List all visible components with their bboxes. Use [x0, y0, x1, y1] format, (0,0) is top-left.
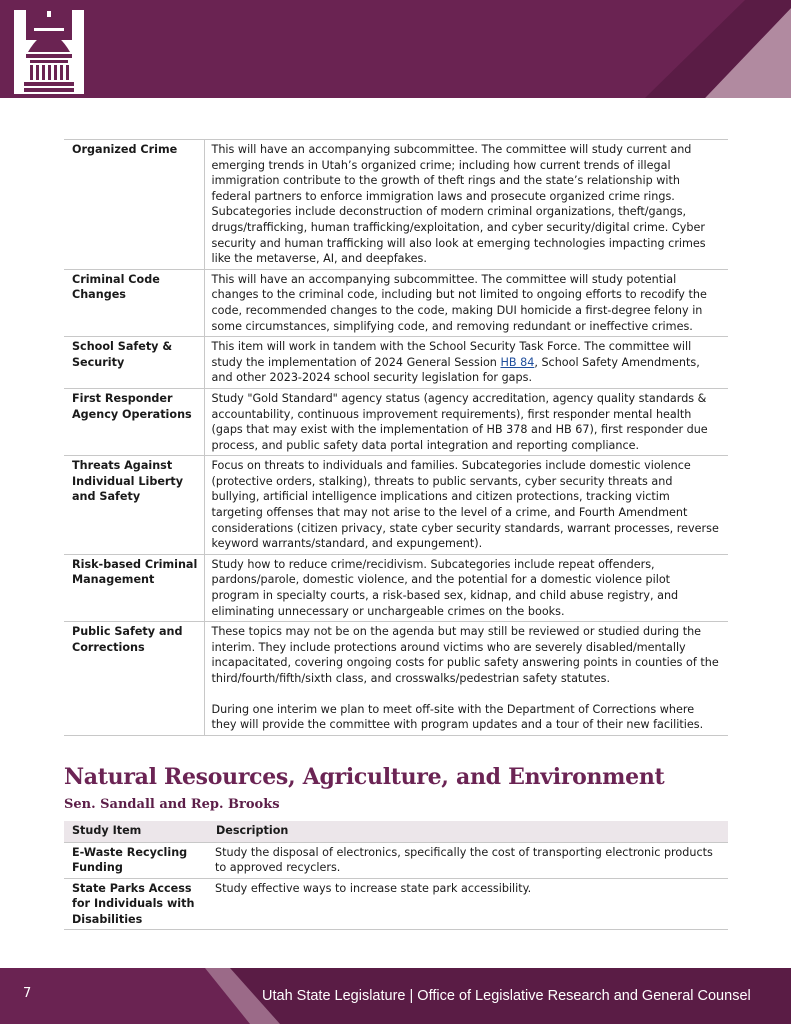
study-item-name: Organized Crime	[64, 140, 204, 270]
table-row	[64, 554, 728, 621]
description-text: This item will work in tandem with the School Security Task Force. The committee will study the implementation of 2024 General Session	[211, 340, 692, 369]
description-paragraph: During one interim we plan to meet off-site with the Department of Corrections where they will provide the committee with program updates and a tour of their new facilities.	[211, 702, 704, 732]
study-item-description: This will have an accompanying subcommittee. The committee will study potential changes to the criminal code, including but not limited to ongoing efforts to recodify the code, recommended changes to the code, making DUI homicide a first-degree felony in some circumstances, simplifying code, and removing redundant or ineffective crimes.	[204, 269, 728, 336]
section-title: Natural Resources, Agriculture, and Environment	[64, 764, 665, 790]
page-number: 7	[23, 986, 32, 1001]
section-chairs: Sen. Sandall and Rep. Brooks	[64, 797, 280, 812]
table-row	[64, 622, 728, 736]
study-item-name: E-Waste Recycling Funding	[64, 842, 208, 878]
study-items-table	[64, 139, 728, 736]
study-item-name: First Responder Agency Operations	[64, 388, 204, 455]
page-header	[0, 0, 791, 98]
study-item-description	[204, 622, 728, 736]
table-header-row	[64, 821, 728, 842]
natural-resources-table	[64, 821, 728, 930]
study-item-description: Study how to reduce crime/recidivism. Subcategories include repeat offenders, pardons/parole, domestic violence, and the potential for a domestic violence pilot program in specialty courts, a risk-based sex, kidnap, and child abuse registry, and eliminating unnecessary or unchargeable crimes on the books.	[204, 554, 728, 621]
study-item-name: School Safety & Security	[64, 337, 204, 389]
description-paragraph: These topics may not be on the agenda but may still be reviewed or studied during the interim. They include protections around victims who are severely disabled/mentally incapacitated, covering ongoing costs for public safety answering points in counties of the third/fourth/fifth/sixth class, and crosswalks/pedestrian safety statutes.	[211, 625, 719, 685]
study-item-name: Threats Against Individual Liberty and Safety	[64, 456, 204, 555]
study-item-description: Focus on threats to individuals and families. Subcategories include domestic violence (protective orders, stalking), threats to public servants, cyber security threats and bullying, artificial intelligence implications and citizen protections, tracking victim targeting offenses that may not arise to the level of a crime, and Fourth Amendment considerations (citizen privacy, state cyber security standards, warrant processes, reverse keyword warrants/standard, and expungement).	[204, 456, 728, 555]
table-row	[64, 269, 728, 336]
table-row	[64, 337, 728, 389]
column-header-description: Description	[208, 821, 728, 842]
table-row	[64, 878, 728, 930]
study-item-description: Study the disposal of electronics, specifically the cost of transporting electronic products to approved recyclers.	[208, 842, 728, 878]
study-item-description	[204, 337, 728, 389]
column-header-study-item: Study Item	[64, 821, 208, 842]
table-row	[64, 842, 728, 878]
study-item-description: Study effective ways to increase state park accessibility.	[208, 878, 728, 930]
table-row	[64, 456, 728, 555]
study-item-name: State Parks Access for Individuals with Disabilities	[64, 878, 208, 930]
table-row	[64, 388, 728, 455]
study-item-description: This will have an accompanying subcommittee. The committee will study current and emerging trends in Utah’s organized crime; including how current trends of illegal immigration contribute to the growth of theft rings and the state’s relationship with federal partners to enforce immigration laws and prosecute organized crime rings. Subcategories include deconstruction of modern criminal organizations, theft/gangs, drugs/trafficking, human trafficking/exploitation, and cyber security/digital crime. Cyber security and human trafficking will also look at emerging technologies impacting crimes like the metaverse, AI, and deepfakes.	[204, 140, 728, 270]
capitol-dome-icon	[14, 10, 84, 94]
study-item-name: Public Safety and Corrections	[64, 622, 204, 736]
hb-84-link[interactable]: HB 84	[500, 355, 535, 369]
study-item-name: Risk-based Criminal Management	[64, 554, 204, 621]
study-item-description: Study "Gold Standard" agency status (agency accreditation, agency quality standards & accountability, continuous improvement requirements), first responder mental health (gaps that may exist with the implementation of HB 378 and HB 67), first responder due process, and public safety data portal integration and reporting compliance.	[204, 388, 728, 455]
description-text: , School Safety Amendments, and other 2023-2024 school security legislation for gaps.	[211, 355, 700, 385]
study-item-name: Criminal Code Changes	[64, 269, 204, 336]
table-row	[64, 140, 728, 270]
footer-text: Utah State Legislature | Office of Legislative Research and General Counsel	[262, 988, 751, 1004]
